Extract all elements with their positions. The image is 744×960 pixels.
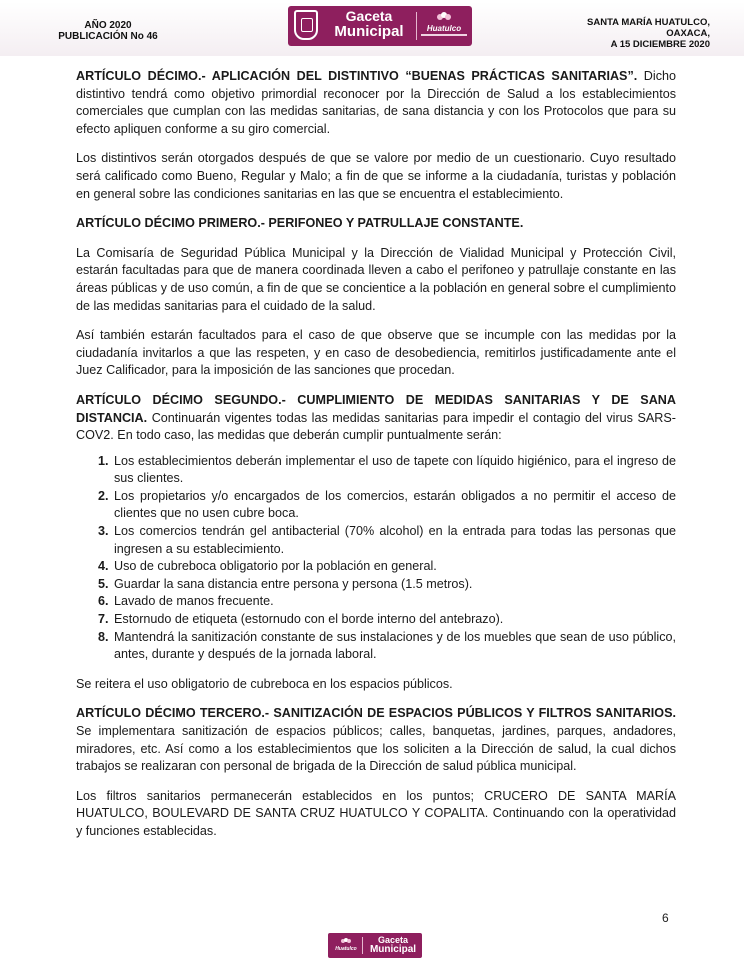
page-header bbox=[0, 0, 744, 60]
huatulco-logo bbox=[421, 11, 467, 41]
footer-logo-title-line1: Gaceta bbox=[377, 935, 409, 945]
huatulco-label: Huatulco bbox=[426, 24, 462, 33]
article-10-paragraph-2: Los distintivos serán otorgados después de que se valore por medio de un cuestionario. Cuyo resultado será calificado como Bueno, Regular y Malo; a fin de que se informe a la ciudadanía, turistas y población en general sobre las condiciones sanitarias en las que se encuentra el establecimiento. bbox=[76, 151, 676, 201]
article-13-paragraph-1 bbox=[76, 705, 676, 775]
logo-title bbox=[324, 9, 414, 39]
huatulco-underline bbox=[421, 34, 467, 36]
article-11-heading: ARTÍCULO DÉCIMO PRIMERO.- PERIFONEO Y PATRULLAJE CONSTANTE. bbox=[76, 216, 524, 231]
location-date bbox=[560, 17, 710, 50]
article-12-paragraph-1 bbox=[76, 392, 676, 445]
logo-title-line2: Municipal bbox=[334, 23, 404, 40]
list-item: 4. Uso de cubreboca obligatorio por la población en general. bbox=[112, 558, 676, 576]
footer-gaceta-logo bbox=[328, 933, 422, 958]
location-line2: OAXACA, bbox=[666, 28, 710, 39]
sanitary-measures-list bbox=[76, 453, 676, 664]
list-item: 7. Estornudo de etiqueta (estornudo con el borde interno del antebrazo). bbox=[112, 611, 676, 629]
footer-huatulco-logo bbox=[332, 937, 360, 955]
location-line1: SANTA MARÍA HUATULCO, bbox=[587, 17, 710, 28]
article-13-text-1: Se implementara sanitización de espacios públicos; calles, banquetas, jardines, parques, andadores, miradores, etc. Así como a los establecimientos que los soliciten a la Dirección de salud, la cual dichos trabajos se realizaran con personal de brigada de la Dirección de salud pública municipal. bbox=[76, 724, 676, 774]
article-11-paragraph-1: La Comisaría de Seguridad Pública Municipal y la Dirección de Vialidad Municipal y Protección Civil, estarán facultadas para que de manera coordinada lleven a cabo el perifoneo y patrullaje constante en las áreas públicas y de uso común, a fin de que se concientice a la población en general sobre el cumplimiento de las medidas sanitarias para el cuidado de la salud. bbox=[76, 245, 676, 313]
publication-info bbox=[38, 20, 178, 42]
logo-divider bbox=[416, 12, 417, 40]
footer-logo-title-line2: Municipal bbox=[369, 944, 417, 955]
flower-icon bbox=[340, 937, 352, 945]
page-number: 6 bbox=[662, 911, 669, 925]
article-12-paragraph-2: Se reitera el uso obligatorio de cubreboca en los espacios públicos. bbox=[76, 676, 453, 691]
article-10-paragraph-1 bbox=[76, 68, 676, 138]
list-item: 2. Los propietarios y/o encargados de los comercios, estarán obligados a no permitir el acceso de clientes que no usen cubre boca. bbox=[112, 488, 676, 523]
article-13-paragraph-2: Los filtros sanitarios permanecerán establecidos en los puntos; CRUCERO DE SANTA MARÍA HUATULCO, BOULEVARD DE SANTA CRUZ HUATULCO Y COPALITA. Continuando con la operatividad y funciones establecidas. bbox=[76, 788, 676, 838]
article-10-heading: ARTÍCULO DÉCIMO.- APLICACIÓN DEL DISTINTIVO “BUENAS PRÁCTICAS SANITARIAS”. bbox=[76, 69, 638, 83]
flower-icon bbox=[435, 11, 453, 23]
list-item: 8. Mantendrá la sanitización constante de sus instalaciones y de los muebles que sean de uso público, antes, durante y después de la jornada laboral. bbox=[112, 629, 676, 664]
list-item: 3. Los comercios tendrán gel antibacterial (70% alcohol) en la entrada para todas las personas que ingresen a su establecimiento. bbox=[112, 523, 676, 558]
list-item: 1. Los establecimientos deberán implementar el uso de tapete con líquido higiénico, para el ingreso de sus clientes. bbox=[112, 453, 676, 488]
date-line: A 15 DICIEMBRE 2020 bbox=[610, 39, 710, 50]
list-item: 5. Guardar la sana distancia entre persona y persona (1.5 metros). bbox=[112, 576, 676, 594]
footer-logo-divider bbox=[362, 937, 363, 954]
article-12-heading: ARTÍCULO DÉCIMO SEGUNDO.- CUMPLIMIENTO DE MEDIDAS SANITARIAS Y DE SANA DISTANCIA. bbox=[76, 392, 676, 425]
list-item: 6. Lavado de manos frecuente. bbox=[112, 593, 676, 611]
article-11-paragraph-2: Así también estarán facultados para el caso de que observe que se incumple con las medidas por la ciudadanía invitarlos a que las respeten, y en caso de desobediencia, remitirlos justificadamente ante el Juez Calificador, para la imposición de las sanciones que procedan. bbox=[76, 328, 676, 378]
article-10-text-1: Dicho distintivo tendrá como objetivo primordial reconocer por la Dirección de Salud a los establecimientos comerciales que cumplan con las medidas sanitarias, de sana distancia y con los Protocolos que para su efecto apliquen conforme a su giro comercial. bbox=[76, 69, 676, 136]
logo-title-line1: Gaceta bbox=[345, 8, 393, 24]
footer-logo-title bbox=[365, 935, 421, 955]
document-body bbox=[76, 68, 676, 853]
publication-number: PUBLICACIÓN No 46 bbox=[58, 31, 158, 42]
article-12-text-1: Continuarán vigentes todas las medidas sanitarias para impedir el contagio del virus SARS-COV2. En todo caso, las medidas que deberán cumplir puntualmente serán: bbox=[76, 410, 676, 443]
year-label: AÑO 2020 bbox=[84, 20, 132, 31]
gaceta-municipal-logo bbox=[288, 6, 472, 46]
article-13-heading: ARTÍCULO DÉCIMO TERCERO.- SANITIZACIÓN DE ESPACIOS PÚBLICOS Y FILTROS SANITARIOS. bbox=[76, 706, 676, 721]
footer-huatulco-label: Huatulco bbox=[335, 946, 357, 952]
municipal-seal-icon bbox=[294, 10, 318, 40]
